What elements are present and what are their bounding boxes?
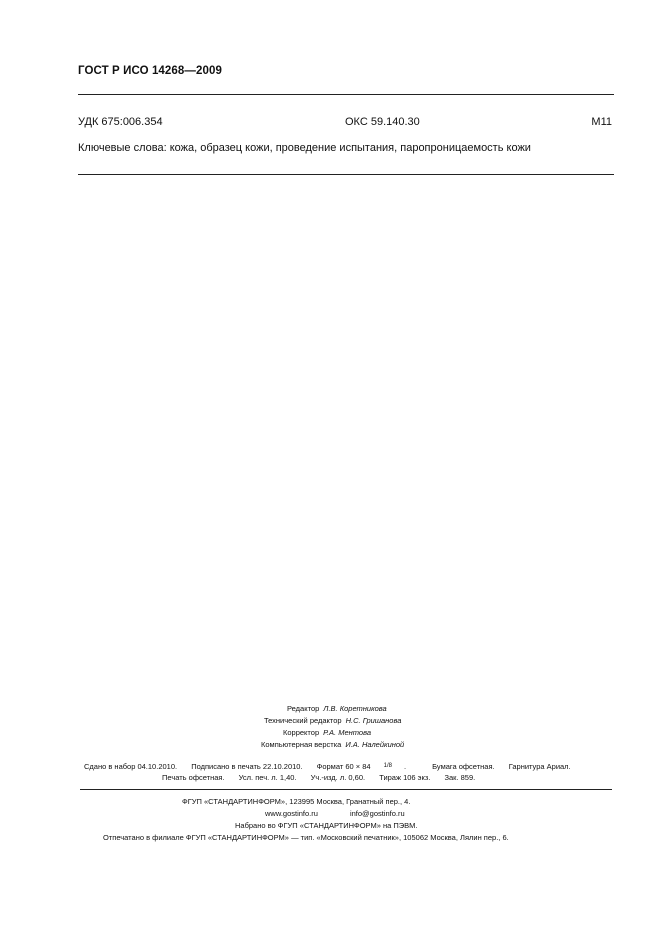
typeface: Гарнитура Ариал. bbox=[508, 762, 571, 771]
standard-id: ГОСТ Р ИСО 14268—2009 bbox=[78, 65, 223, 77]
format-fraction: 1/8 bbox=[383, 763, 392, 769]
credit-role: Редактор bbox=[287, 704, 320, 713]
print-info-line-2 bbox=[162, 772, 487, 784]
credit-role: Корректор bbox=[283, 728, 320, 737]
signed-date: Подписано в печать 22.10.2010. bbox=[191, 762, 303, 771]
credit-name: Н.С. Гришанова bbox=[345, 716, 402, 725]
publishing-sheets: Уч.-изд. л. 0,60. bbox=[310, 773, 366, 782]
publisher-contacts bbox=[265, 808, 405, 820]
circulation: Тираж 106 экз. bbox=[379, 773, 431, 782]
credit-name: И.А. Налейкиной bbox=[345, 740, 405, 749]
credit-name: Р.А. Ментова bbox=[323, 728, 372, 737]
credit-name: Л.В. Коретникова bbox=[323, 704, 387, 713]
group-code: М11 bbox=[591, 116, 612, 128]
paper-type: Бумага офсетная. bbox=[432, 762, 495, 771]
submitted-date: Сдано в набор 04.10.2010. bbox=[84, 762, 178, 771]
website-link[interactable]: www.gostinfo.ru bbox=[265, 809, 318, 818]
classification-row bbox=[78, 116, 614, 132]
printed-note: Отпечатано в филиале ФГУП «СТАНДАРТИНФОРМ» — тип. «Московский печатник», 105062 Москва, Лялин пер., 6. bbox=[103, 833, 509, 842]
oks-code: ОКС 59.140.30 bbox=[345, 116, 420, 128]
credit-role: Технический редактор bbox=[264, 716, 342, 725]
imprint-rule bbox=[80, 789, 612, 790]
credit-role: Компьютерная верстка bbox=[261, 740, 342, 749]
print-method: Печать офсетная. bbox=[162, 773, 225, 782]
credit-layout bbox=[261, 739, 404, 751]
top-rule bbox=[78, 94, 614, 95]
credit-tech-editor bbox=[264, 715, 401, 727]
print-sheets: Усл. печ. л. 1,40. bbox=[238, 773, 297, 782]
credit-corrector bbox=[283, 727, 371, 739]
email-link[interactable]: info@gostinfo.ru bbox=[349, 809, 405, 818]
udk-code: УДК 675:006.354 bbox=[78, 116, 163, 128]
typeset-note: Набрано во ФГУП «СТАНДАРТИНФОРМ» на ПЭВМ. bbox=[235, 821, 418, 830]
order-number: Зак. 859. bbox=[444, 773, 476, 782]
publisher-address: ФГУП «СТАНДАРТИНФОРМ», 123995 Москва, Гранатный пер., 4. bbox=[182, 797, 411, 806]
credit-editor bbox=[287, 703, 387, 715]
keywords-rule bbox=[78, 174, 614, 175]
print-format: Формат 60 × 84 1/8 . bbox=[316, 762, 407, 771]
keywords: Ключевые слова: кожа, образец кожи, проведение испытания, паропроницаемость кожи bbox=[78, 142, 531, 154]
